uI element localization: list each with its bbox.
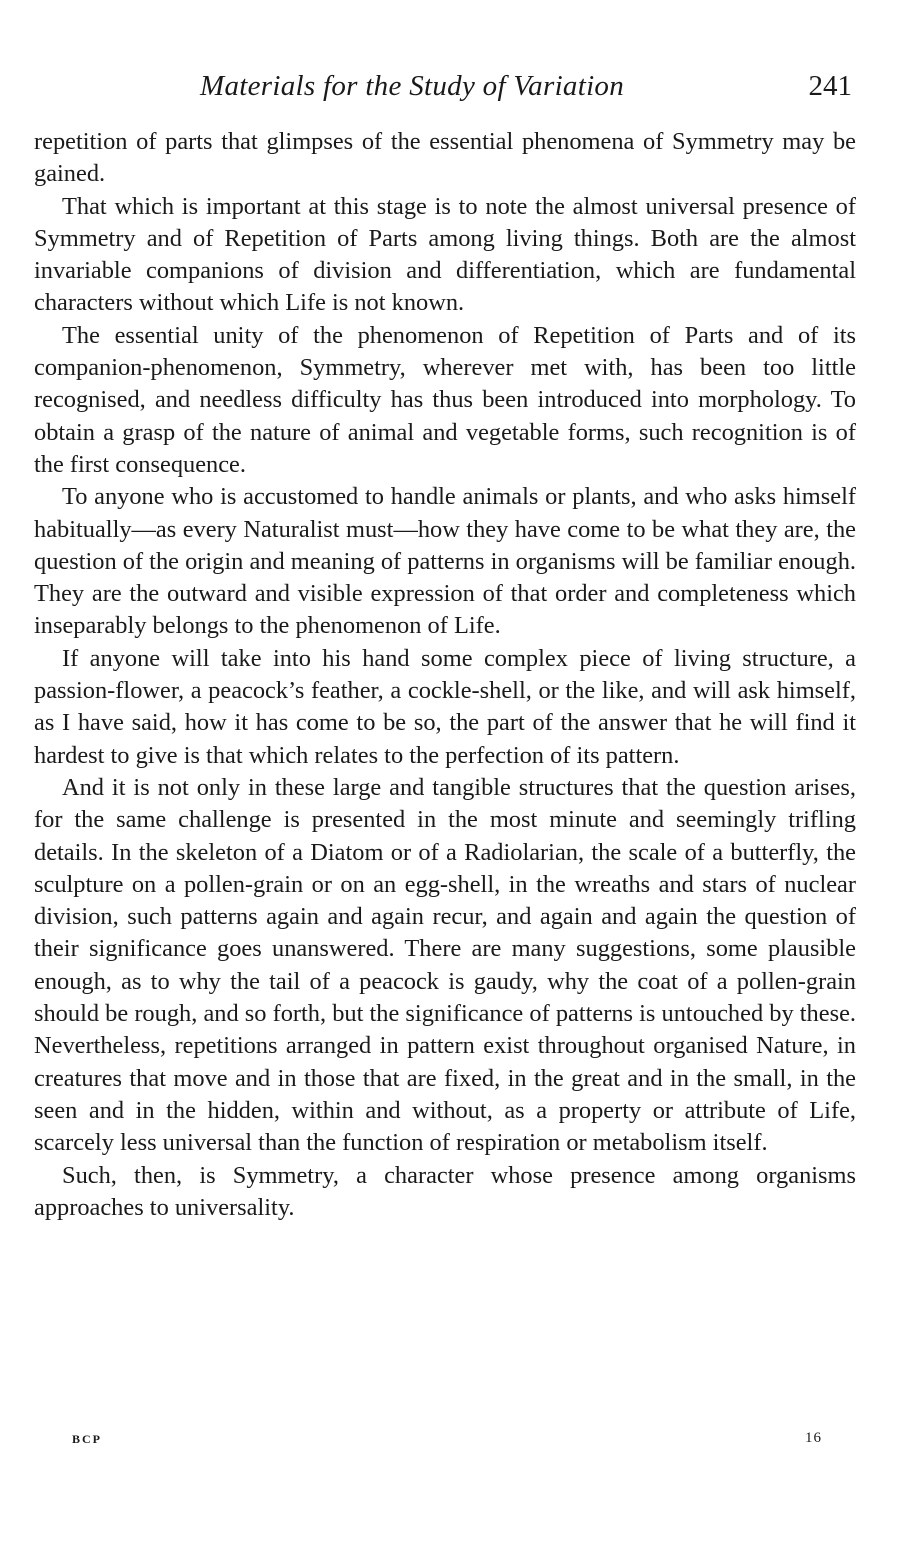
running-title: Materials for the Study of Variation: [200, 70, 625, 102]
body-text: [34, 126, 856, 1224]
running-head: [200, 70, 856, 110]
page-number: 241: [808, 70, 852, 102]
paragraph: And it is not only in these large and tangible structures that the question arises, for the same challenge is presented in the most minute and seemingly trifling details. In the skeleton of a Diatom or of a Radiolarian, the scale of a butterfly, the sculpture on a pollen-grain or on an egg-shell, in the wreaths and stars of nuclear division, such patterns again and again recur, and again and again the question of their significance goes unanswered. There are many suggestions, some plausible enough, as to why the tail of a peacock is gaudy, why the coat of a pollen-grain should be rough, and so forth, but the significance of patterns is untouched by these. Nevertheless, repetitions arranged in pattern exist throughout organised Nature, in creatures that move and in those that are fixed, in the great and in the small, in the seen and in the hidden, within and without, as a property or attribute of Life, scarcely less universal than the function of respiration or metabolism itself.: [34, 773, 856, 1157]
paragraph: If anyone will take into his hand some complex piece of living structure, a passion-flower, a peacock’s feather, a cockle-shell, or the like, and will ask himself, as I have said, how it has come to be so, the part of the answer that he will find it hardest to give is that which relates to the perfection of its pattern.: [34, 644, 856, 769]
paragraph: The essential unity of the phenomenon of Repetition of Parts and of its companion-phenomenon, Symmetry, wherever met with, has been too little recognised, and needless difficulty has thus been introduced into morphology. To obtain a grasp of the nature of animal and vegetable forms, such recognition is of the first consequence.: [34, 321, 856, 478]
sheet-number: 16: [805, 1430, 822, 1446]
paragraph: Such, then, is Symmetry, a character whose presence among organisms approaches to universality.: [34, 1161, 856, 1221]
paragraph-continuation: repetition of parts that glimpses of the essential phenomena of Symmetry may be gained.: [34, 128, 856, 188]
paragraph: That which is important at this stage is to note the almost universal presence of Symmetry and of Repetition of Parts among living things. Both are the almost invariable companions of division and differentiation, which are fundamental characters without which Life is not known.: [34, 192, 856, 317]
signature-mark: BCP: [72, 1432, 102, 1446]
paragraph: To anyone who is accustomed to handle animals or plants, and who asks himself habitually—as every Naturalist must—how they have come to be what they are, the question of the origin and meaning of patterns in organisms will be familiar enough. They are the outward and visible expression of that order and completeness which inseparably belongs to the phenomenon of Life.: [34, 483, 856, 640]
page-footer: [72, 1432, 822, 1456]
